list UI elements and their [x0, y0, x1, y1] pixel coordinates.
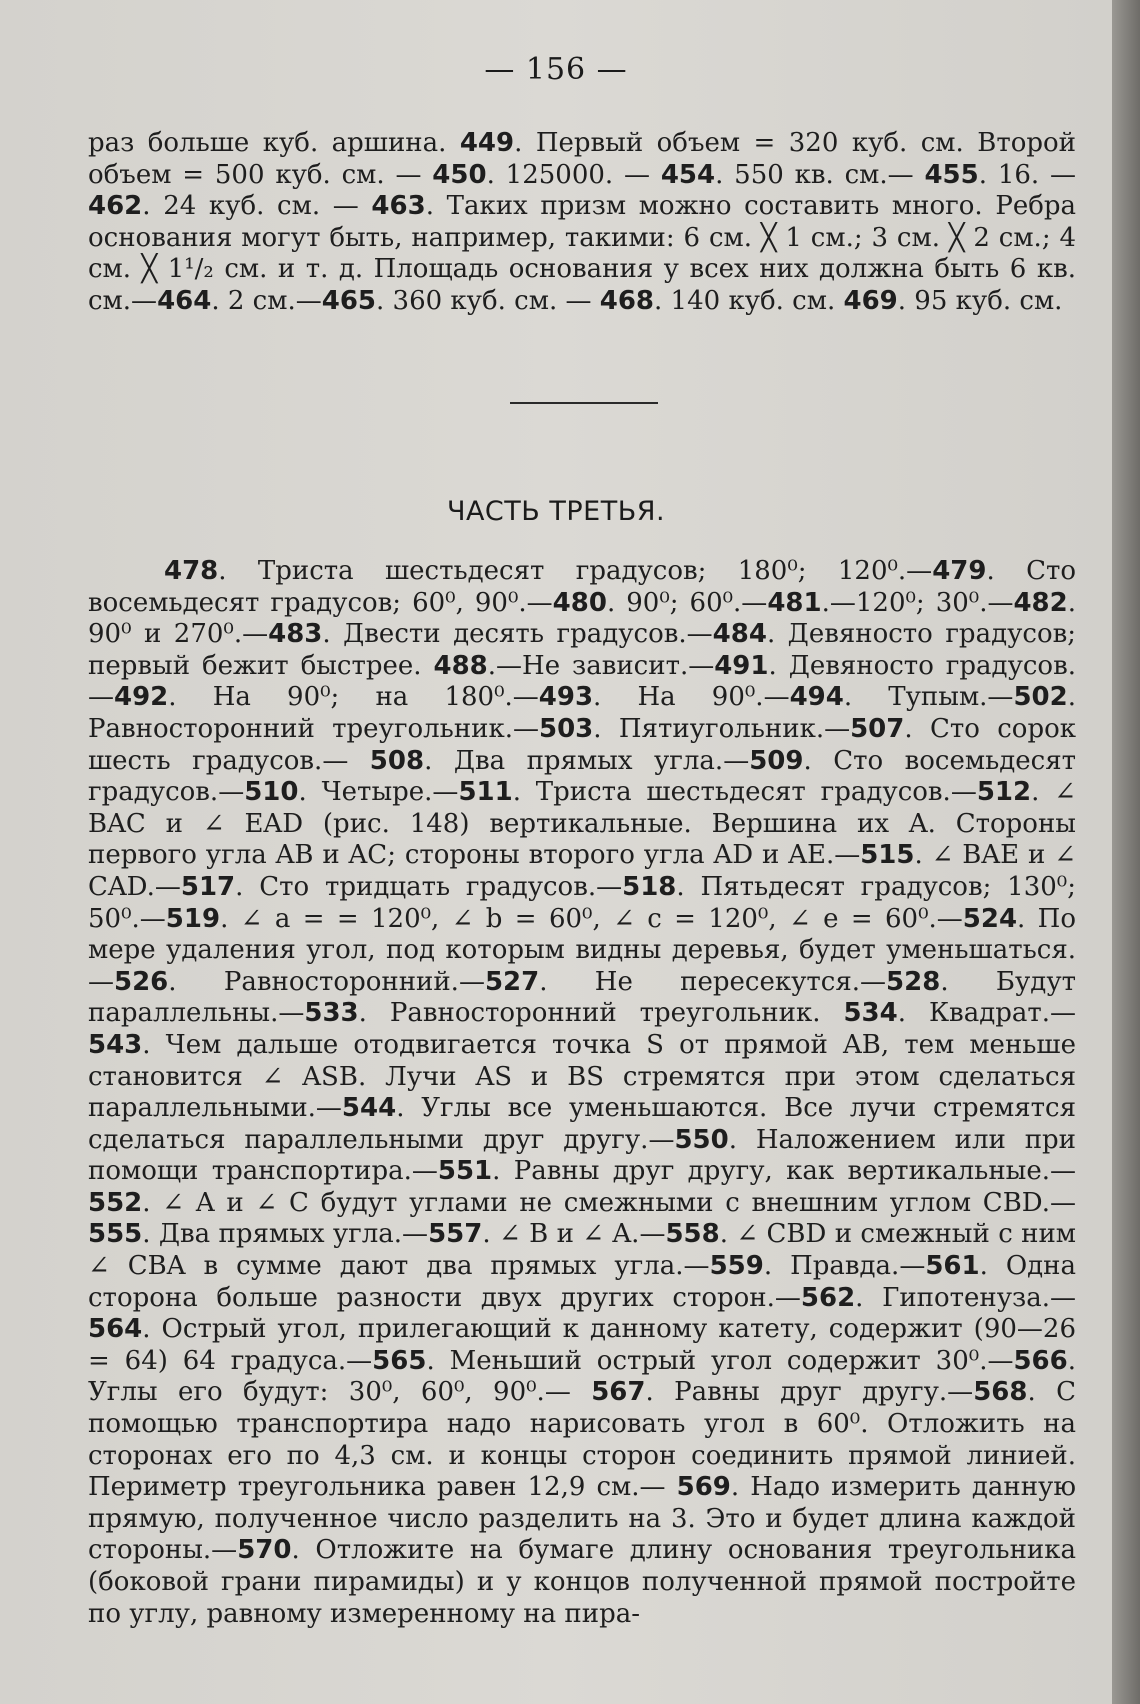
answer-number: 566	[1013, 1345, 1068, 1376]
answer-text: . Острый угол, прилегающий к данному катету, содержит (90—26 = 64) 64 градуса.—	[88, 1314, 1076, 1376]
answer-number: 543	[88, 1029, 143, 1060]
answer-number: 512	[976, 777, 1032, 808]
answer-text: . 140 куб. см.	[654, 285, 844, 316]
answer-text: . 125000. —	[486, 159, 661, 190]
answer-number: 519	[165, 903, 221, 934]
answer-text: . Четыре.—	[298, 777, 459, 808]
answer-text: . 24 куб. см. —	[142, 191, 372, 222]
answer-text: . Не пересекутся.—	[539, 966, 887, 997]
answer-number: 503	[539, 713, 594, 744]
answer-text: . Сто восемьдесят градусов; 60⁰, 90⁰.—	[88, 556, 1076, 618]
answer-number: 524	[962, 903, 1018, 934]
answer-number: 508	[369, 745, 425, 776]
answer-text: . ∠ CBD и смежный с ним ∠ CBA в сумме дают два прямых угла.—	[88, 1219, 1076, 1282]
answer-number: 465	[321, 285, 377, 316]
answer-text: . Гипотенуза.—	[855, 1282, 1076, 1313]
answer-text: . Равны друг другу.—	[645, 1377, 974, 1408]
answer-text: . На 90⁰.—	[593, 682, 790, 713]
answer-text: . 90⁰; 60⁰.—	[606, 587, 768, 618]
answer-text: . Наложением или при помощи транспортира.—	[88, 1124, 1077, 1187]
answer-number: 569	[676, 1472, 731, 1503]
answer-text: . Девяносто градусов; первый бежит быстрее.	[88, 619, 1076, 681]
answer-text: . Триста шестьдесят градусов; 180⁰; 120⁰.—	[218, 556, 933, 586]
answer-number: 561	[925, 1251, 980, 1282]
answer-text: . 16. —	[978, 159, 1076, 190]
section-title: ЧАСТЬ ТРЕТЬЯ.	[446, 496, 666, 527]
answer-number: 454	[660, 159, 716, 190]
answer-number: 479	[932, 556, 987, 586]
answer-number: 464	[157, 285, 212, 316]
answer-text: . По мере удаления угол, под которым видны деревья, будет уменьшаться.—	[88, 903, 1076, 997]
answer-number: 570	[237, 1535, 292, 1566]
section-divider	[510, 402, 658, 404]
answer-number: 564	[88, 1314, 143, 1345]
answer-number: 502	[1013, 682, 1068, 713]
answer-number: 450	[432, 159, 487, 190]
answer-number: 488	[433, 650, 488, 681]
answer-number: 551	[437, 1156, 493, 1187]
answer-number: 507	[850, 713, 905, 744]
answer-text: . Одна сторона больше разности двух других сторон.—	[88, 1251, 1077, 1313]
answer-number: 509	[749, 745, 804, 776]
answer-number: 550	[674, 1124, 729, 1155]
answer-number: 510	[244, 777, 299, 808]
answer-number: 463	[371, 191, 426, 222]
answer-text: . Равносторонний.—	[168, 966, 485, 997]
answer-number: 482	[1013, 587, 1068, 618]
answer-number: 527	[484, 966, 540, 997]
answer-text: . Надо измерить данную прямую, полученное число разделить на 3. Это и будет длина каждой стороны.—	[88, 1472, 1076, 1566]
answer-text: . Углы все уменьшаются. Все лучи стремятся сделаться параллельными друг другу.—	[88, 1093, 1076, 1155]
answer-number: 480	[552, 587, 607, 618]
answer-number: 567	[591, 1377, 646, 1408]
answer-number: 559	[709, 1251, 764, 1282]
answer-text: . Первый объем = 320 куб. см. Второй объем = 500 куб. см. —	[88, 128, 1076, 190]
answer-text: . ∠ BAE и ∠ CAD.—	[88, 840, 1076, 902]
answer-text: . Двести десять градусов.—	[322, 619, 713, 650]
answer-number: 528	[886, 966, 941, 997]
answer-number: 478	[164, 556, 219, 586]
answer-number: 481	[767, 587, 822, 618]
answer-text: . ∠ B и ∠ A.—	[482, 1219, 666, 1250]
answer-text: . Триста шестьдесят градусов.—	[512, 777, 977, 808]
answer-number: 562	[800, 1282, 856, 1313]
answer-text: . Углы его будут: 30⁰, 60⁰, 90⁰.—	[88, 1345, 1077, 1408]
book-spine-shadow	[1112, 0, 1140, 1704]
answer-number: 544	[341, 1093, 397, 1124]
answer-text: . Пятьдесят градусов; 130⁰; 50⁰.—	[88, 871, 1076, 934]
answer-text: .—Не зависит.—	[487, 650, 715, 681]
answer-text: . 550 кв. см.—	[715, 159, 925, 190]
answer-number: 565	[372, 1345, 427, 1376]
answer-text: . Равносторонний треугольник.—	[88, 682, 1076, 744]
answer-text: . Равны друг другу, как вертикальные.—	[492, 1156, 1076, 1187]
answers-part-three	[88, 556, 1076, 1630]
answer-text: . Пятиугольник.—	[593, 713, 851, 744]
answer-number: 492	[114, 682, 169, 713]
answer-number: 483	[268, 619, 323, 650]
answer-number: 455	[924, 159, 979, 190]
answer-text: . Сто тридцать градусов.—	[235, 871, 623, 902]
answer-text: раз больше куб. аршина.	[88, 128, 460, 158]
answer-number: 494	[789, 682, 844, 713]
answer-number: 462	[88, 191, 143, 222]
answer-text: . Два прямых угла.—	[424, 745, 750, 776]
answer-number: 557	[428, 1219, 483, 1250]
answer-number: 515	[860, 840, 915, 871]
answer-number: 552	[88, 1187, 143, 1218]
answer-text: . На 90⁰; на 180⁰.—	[168, 682, 539, 713]
answer-text: . Равносторонний треугольник.	[358, 998, 844, 1029]
answer-text: . ∠ a = = 120⁰, ∠ b = 60⁰, ∠ c = 120⁰, ∠ e = 60⁰.—	[220, 903, 963, 934]
answer-text: . Тупым.—	[843, 682, 1014, 713]
answer-text: . Таких призм можно составить много. Ребра основания могут быть, например, такими: 6 см. ╳ 1 см.; 3 см. ╳ 2 см.; 4 см. ╳ 1¹/₂ см. и т. д. Площадь основания у всех них должна быть 6 кв. см.—	[88, 191, 1077, 316]
answer-number: 518	[622, 871, 677, 902]
answer-number: 493	[538, 682, 594, 713]
answer-text: . Правда.—	[763, 1251, 926, 1282]
answer-text: . 2 см.—	[211, 285, 322, 316]
answer-number: 526	[114, 966, 169, 997]
answer-number: 534	[843, 998, 898, 1029]
page-number: — 156 —	[484, 52, 628, 87]
answer-number: 555	[88, 1219, 143, 1250]
answer-text: . Чем дальше отодвигается точка S от прямой AB, тем меньше становится ∠ ASB. Лучи AS и BS стремятся при этом сделаться параллельными.—	[88, 1029, 1076, 1124]
answer-text: . Девяносто градусов.—	[88, 650, 1076, 713]
answer-text: . Квадрат.—	[897, 998, 1077, 1029]
answer-number: 533	[304, 998, 359, 1029]
answer-text: . ∠ A и ∠ C будут углами не смежными с внешним углом CBD.—	[142, 1187, 1076, 1218]
answer-number: 568	[973, 1377, 1028, 1408]
answer-text: . Будут параллельны.—	[88, 966, 1076, 1029]
answer-number: 558	[665, 1219, 720, 1250]
answer-number: 517	[180, 871, 236, 902]
answers-continuation	[88, 128, 1076, 318]
answer-text: . 90⁰ и 270⁰.—	[88, 587, 1077, 650]
answer-number: 469	[843, 285, 898, 316]
answer-text: . Сто сорок шесть градусов.—	[88, 713, 1076, 776]
answer-text: .—120⁰; 30⁰.—	[821, 587, 1014, 618]
answer-text: . Меньший острый угол содержит 30⁰.—	[426, 1345, 1014, 1376]
answer-text: . Сто восемьдесят градусов.—	[88, 745, 1076, 808]
answer-number: 468	[599, 285, 655, 316]
answer-text: . С помощью транспортира надо нарисовать угол в 60⁰. Отложить на сторонах его по 4,3 см. и концы сторон соединить прямой линией. Периметр треугольника равен 12,9 см.—	[88, 1377, 1076, 1503]
answer-text: . 95 куб. см.	[897, 285, 1063, 316]
answer-number: 511	[458, 777, 513, 808]
answer-text: . Два прямых угла.—	[142, 1219, 429, 1250]
answer-text: . 360 куб. см. —	[376, 285, 600, 316]
answer-number: 449	[459, 128, 515, 158]
answer-text: . Отложите на бумаге длину основания треугольника (боковой грани пирамиды) и у концов полученной прямой постройте по углу, равному измеренному на пира-	[88, 1535, 1076, 1629]
answer-text: . ∠ BAC и ∠ EAD (рис. 148) вертикальные. Вершина их A. Стороны первого угла AB и AC; стороны второго угла AD и AE.—	[88, 777, 1076, 871]
answer-number: 484	[712, 619, 767, 650]
answer-number: 491	[714, 650, 769, 681]
